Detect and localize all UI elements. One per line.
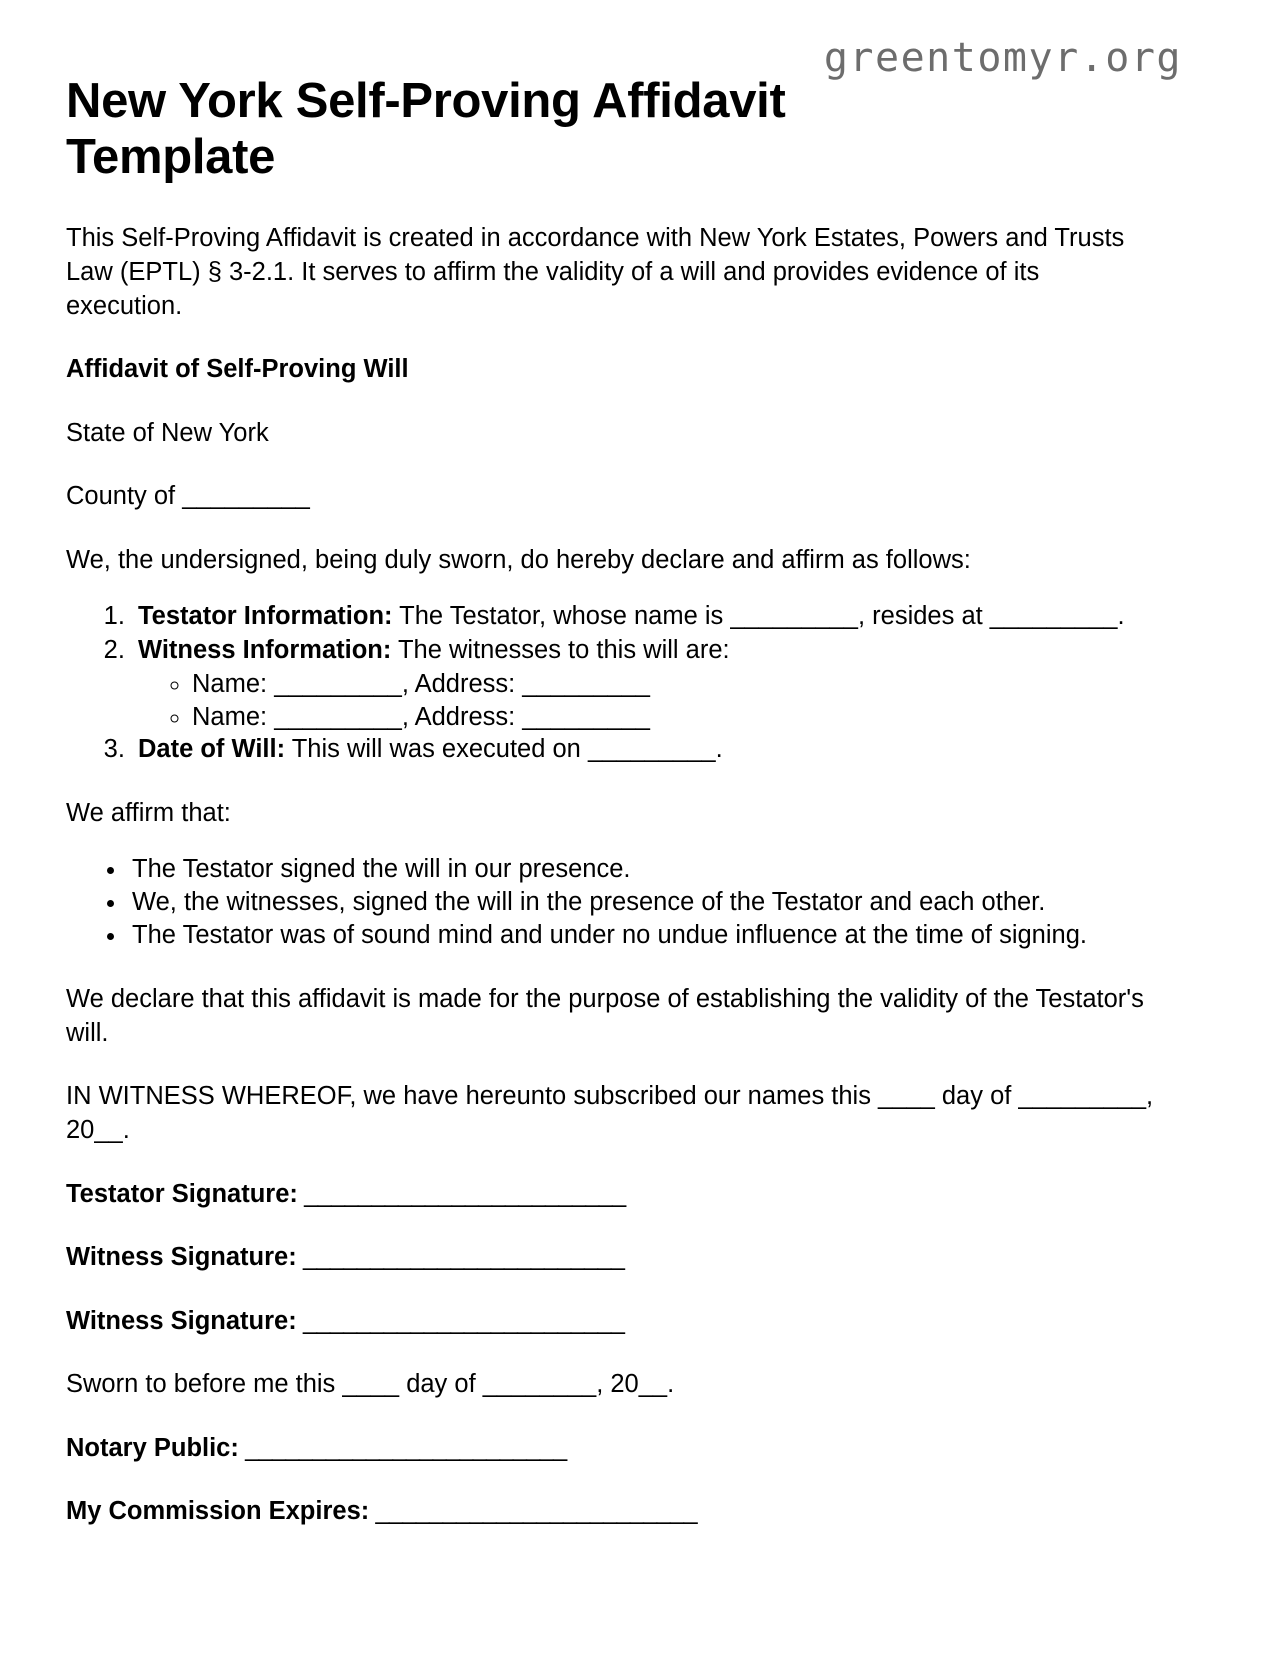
list-item-text: The Testator, whose name is _________, resides at _________. [392, 602, 1125, 631]
witness-signature-line-1 [66, 1241, 1156, 1274]
witness-signature-blank-1[interactable]: ________________________ [296, 1243, 625, 1272]
list-item-text: The witnesses to this will are: [391, 636, 730, 665]
spacer [66, 387, 1156, 417]
list-item: • The Testator was of sound mind and under no undue influence at the time of signing. [128, 919, 1156, 952]
in-witness-whereof-paragraph: IN WITNESS WHEREOF, we have hereunto subscribed our names this ____ day of _________, 20__. [66, 1082, 1154, 1145]
commission-expires-label: My Commission Expires: [66, 1496, 370, 1525]
witness-signature-blank-2[interactable]: ________________________ [296, 1306, 625, 1335]
section-heading-affidavit: Affidavit of Self-Proving Will [66, 355, 409, 384]
spacer [66, 514, 1156, 544]
testator-signature-label: Testator Signature: [66, 1180, 298, 1209]
spacer [66, 450, 1156, 480]
testator-signature-blank[interactable]: ________________________ [297, 1180, 626, 1209]
spacer [66, 323, 1156, 353]
spacer [66, 767, 1156, 797]
witness-signature-line-2 [66, 1305, 1156, 1338]
list-item: • The Testator signed the will in our presence. [128, 853, 1156, 886]
list-item: ◦ Name: _________, Address: _________ [192, 668, 1156, 701]
list-item-label: Testator Information: [138, 602, 393, 631]
spacer [66, 186, 1156, 222]
document-body [66, 74, 1156, 1528]
notary-public-label: Notary Public: [66, 1433, 239, 1462]
spacer [66, 578, 1156, 600]
list-item [132, 600, 1156, 634]
commission-expires-blank[interactable]: ________________________ [369, 1496, 697, 1525]
page-title: New York Self-Proving Affidavit Template [66, 74, 786, 184]
spacer [66, 1148, 1156, 1178]
declaration-intro: We, the undersigned, being duly sworn, do hereby declare and affirm as follows: [66, 546, 971, 575]
witness-sublist [138, 668, 1156, 733]
list-item [132, 634, 1156, 733]
spacer [66, 1050, 1156, 1080]
spacer [66, 1211, 1156, 1241]
spacer [66, 1338, 1156, 1368]
declaration-numbered-list [66, 600, 1156, 767]
state-line: State of New York [66, 418, 269, 447]
spacer [66, 1465, 1156, 1495]
county-line: County of _________ [66, 482, 310, 511]
testator-signature-line [66, 1178, 1156, 1211]
list-item: • We, the witnesses, signed the will in the presence of the Testator and each other. [128, 886, 1156, 919]
intro-paragraph: This Self-Proving Affidavit is created in accordance with New York Estates, Powers and Trusts Law (EPTL) § 3-2.1. It serves to affirm the validity of a will and provides evidence of its execution. [66, 223, 1125, 320]
commission-expires-line [66, 1495, 1156, 1528]
spacer [66, 831, 1156, 853]
list-item-text: This will was executed on _________. [285, 735, 723, 764]
affirm-intro: We affirm that: [66, 799, 231, 828]
spacer [66, 1402, 1156, 1432]
witness-signature-label-2: Witness Signature: [66, 1306, 297, 1335]
list-item-label: Witness Information: [138, 636, 392, 665]
sworn-before-me-line: Sworn to before me this ____ day of ________, 20__. [66, 1369, 675, 1398]
site-watermark: greentomyr.org [823, 35, 1182, 81]
list-item: ◦ Name: _________, Address: _________ [192, 701, 1156, 734]
list-item [132, 733, 1156, 767]
notary-public-blank[interactable]: ________________________ [238, 1433, 567, 1462]
witness-signature-label-1: Witness Signature: [66, 1243, 297, 1272]
spacer [66, 953, 1156, 983]
affirmation-list [66, 853, 1156, 952]
notary-public-line [66, 1432, 1156, 1465]
declare-purpose-paragraph: We declare that this affidavit is made for the purpose of establishing the validity of the Testator's will. [66, 984, 1144, 1047]
spacer [66, 1275, 1156, 1305]
list-item-label: Date of Will: [138, 735, 286, 764]
